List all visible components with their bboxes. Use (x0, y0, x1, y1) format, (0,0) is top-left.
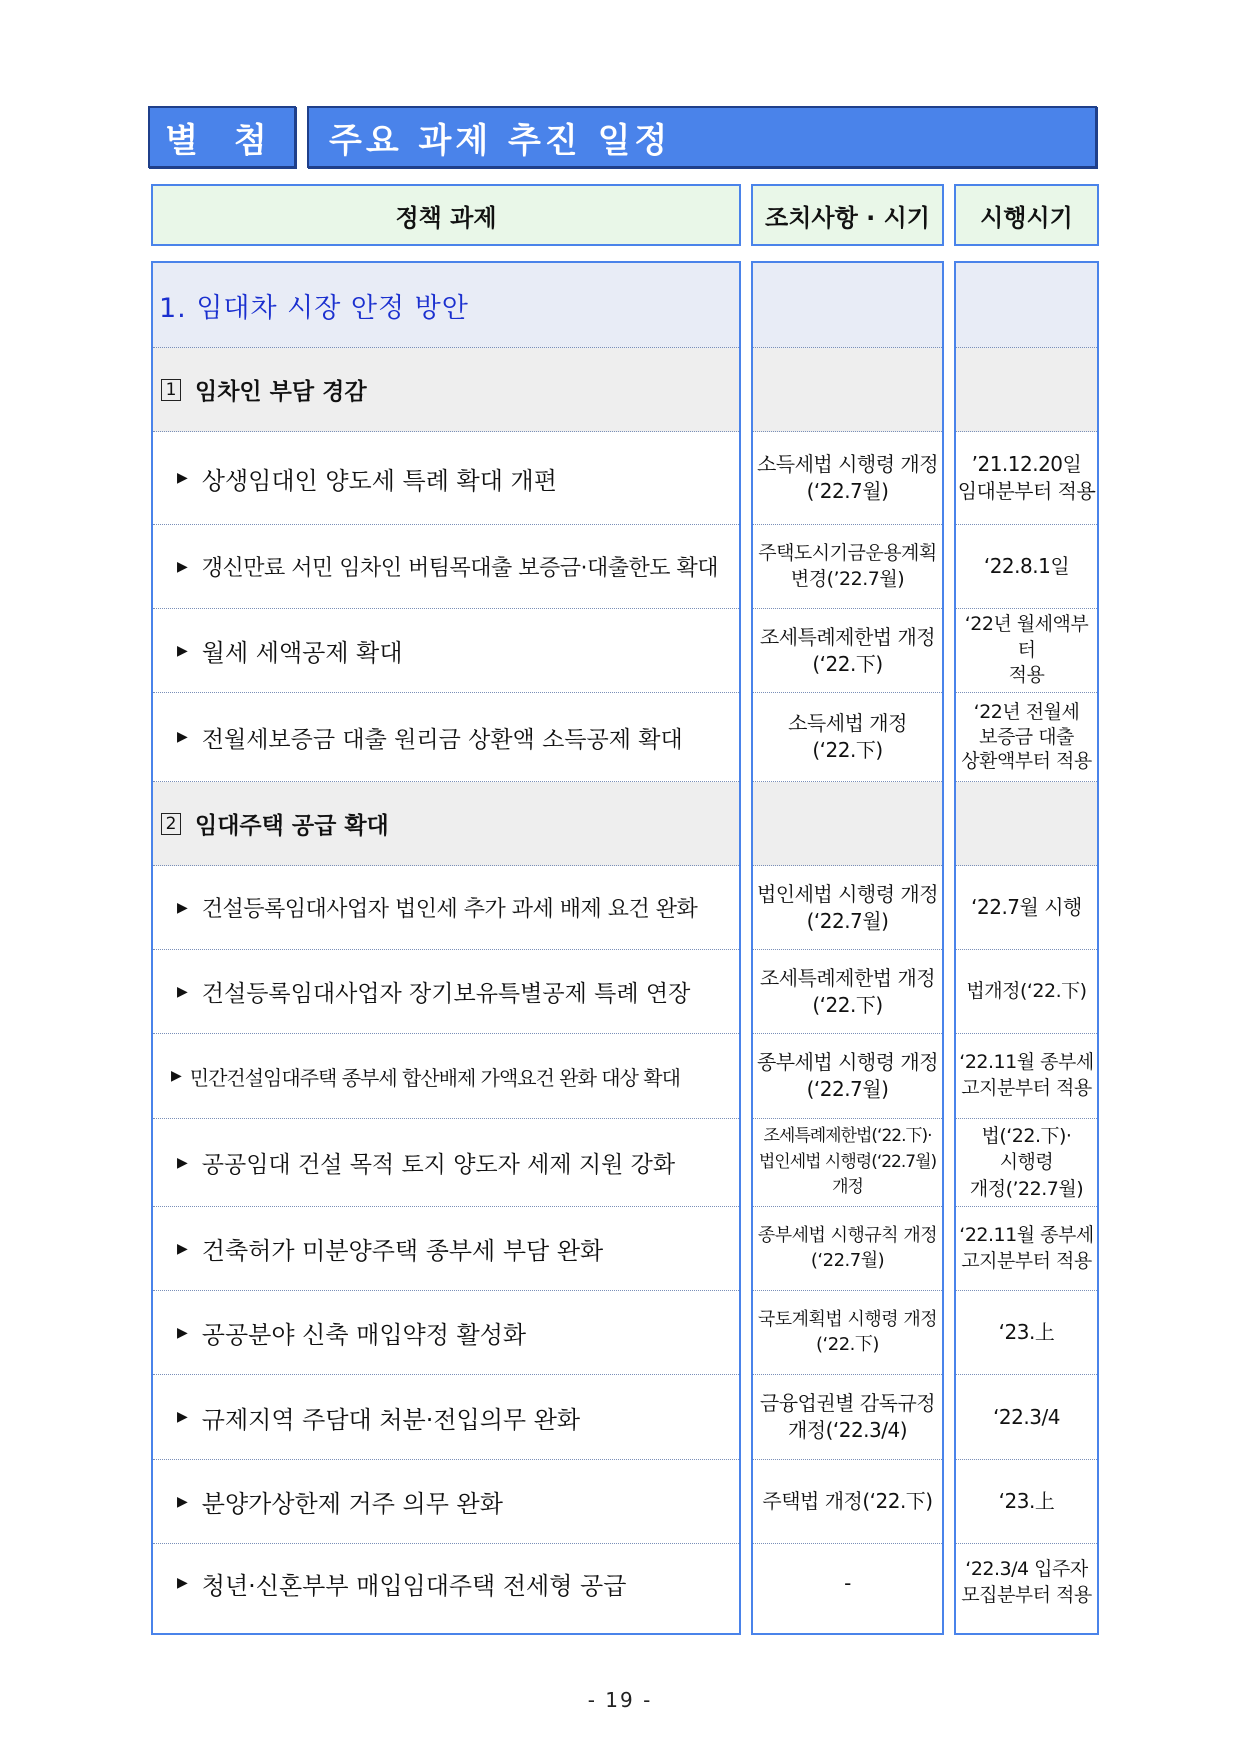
effective-cell: ‘23.上 (956, 1291, 1097, 1375)
effective-cell: ‘22.7월 시행 (956, 866, 1097, 950)
effective-cell: ’21.12.20일 임대분부터 적용 (956, 432, 1097, 525)
subsection-row (153, 348, 739, 432)
triangle-bullet-icon: ▶ (177, 1324, 188, 1341)
task-text: 상생임대인 양도세 특례 확대 개편 (201, 466, 557, 495)
effective-cell: ‘22년 월세액부터 적용 (956, 609, 1097, 693)
page-number: - 19 - (587, 1688, 653, 1712)
column-header-action-label: 조치사항 · 시기 (765, 203, 930, 232)
triangle-bullet-icon: ▶ (177, 983, 188, 1000)
subsection-row (956, 348, 1097, 432)
effective-cell: ‘23.上 (956, 1460, 1097, 1544)
effective-column (954, 261, 1099, 1635)
table-row (153, 693, 739, 782)
table-row (153, 866, 739, 950)
triangle-bullet-icon: ▶ (177, 1240, 188, 1257)
attachment-tag-label: 별 첨 (165, 120, 279, 161)
task-text: 건설등록임대사업자 장기보유특별공제 특례 연장 (201, 981, 691, 1007)
action-cell: 종부세법 시행규칙 개정 (‘22.7월) (753, 1207, 942, 1291)
column-header-action (751, 184, 944, 246)
triangle-bullet-icon: ▶ (177, 729, 188, 745)
task-text: 갱신만료 서민 임차인 버팀목대출 보증금·대출한도 확대 (201, 556, 719, 581)
column-header-effective (954, 184, 1099, 246)
task-text: 건축허가 미분양주택 종부세 부담 완화 (201, 1237, 604, 1265)
table-row (153, 1544, 739, 1622)
page-title (307, 106, 1097, 168)
column-header-policy (151, 184, 741, 246)
effective-cell: ‘22.3/4 (956, 1375, 1097, 1460)
subsection-row (753, 782, 942, 866)
effective-cell: ‘22년 전월세 보증금 대출 상환액부터 적용 (956, 693, 1097, 782)
action-cell: 조세특례제한법 개정 (‘22.下) (753, 609, 942, 693)
column-header-effective-label: 시행시기 (980, 203, 1073, 232)
task-text: 분양가상한제 거주 의무 완화 (201, 1490, 503, 1518)
effective-cell: ‘22.11월 종부세 고지분부터 적용 (956, 1034, 1097, 1119)
table-row (153, 525, 739, 609)
table-row (153, 1460, 739, 1544)
action-cell: 법인세법 시행령 개정 (‘22.7월) (753, 866, 942, 950)
task-text: 청년·신혼부부 매입임대주택 전세형 공급 (201, 1571, 627, 1600)
action-cell: - (844, 1570, 851, 1595)
triangle-bullet-icon: ▶ (177, 470, 188, 486)
table-row (153, 1291, 739, 1375)
table-row (153, 1119, 739, 1207)
table-row (153, 950, 739, 1034)
task-text: 월세 세액공제 확대 (201, 639, 403, 667)
task-text: 전월세보증금 대출 원리금 상환액 소득공제 확대 (201, 726, 683, 753)
table-row (153, 432, 739, 525)
subsection-title: 임대주택 공급 확대 (195, 813, 389, 839)
effective-cell: 법개정(‘22.下) (956, 950, 1097, 1034)
effective-cell: ‘22.3/4 입주자 모집분부터 적용 (961, 1558, 1092, 1606)
effective-cell: 법(‘22.下)· 시행령 개정(’22.7월) (956, 1119, 1097, 1207)
action-cell: 금융업권별 감독규정 개정(‘22.3/4) (753, 1375, 942, 1460)
triangle-bullet-icon: ▶ (177, 1493, 188, 1510)
task-text: 공공임대 건설 목적 토지 양도자 세제 지원 강화 (201, 1152, 676, 1178)
task-text: 민간건설임대주택 종부세 합산배제 가액요건 완화 대상 확대 (189, 1065, 680, 1090)
action-cell: 주택도시기금운용계획 변경(’22.7월) (753, 525, 942, 609)
policy-column (151, 261, 741, 1635)
table-row (153, 1207, 739, 1291)
action-cell: 조세특례제한법(‘22.下)· 법인세법 시행령(‘22.7월) 개정 (753, 1119, 942, 1207)
triangle-bullet-icon: ▶ (177, 642, 188, 659)
subsection-number-box: 1 (161, 379, 181, 401)
task-text: 공공분야 신축 매입약정 활성화 (201, 1321, 527, 1349)
action-cell: 주택법 개정(‘22.下) (753, 1460, 942, 1544)
action-cell: 조세특례제한법 개정 (‘22.下) (753, 950, 942, 1034)
page-title-label: 주요 과제 추진 일정 (329, 120, 672, 161)
action-cell: 소득세법 시행령 개정 (‘22.7월) (753, 432, 942, 525)
section-title-row (753, 263, 942, 348)
triangle-bullet-icon: ▶ (177, 558, 188, 575)
section-title-row (956, 263, 1097, 348)
effective-cell: ‘22.8.1일 (956, 525, 1097, 609)
subsection-number-box: 2 (161, 813, 181, 835)
subsection-title: 임차인 부담 경감 (195, 379, 367, 405)
table-row (153, 1034, 739, 1119)
action-cell: 종부세법 시행령 개정 (‘22.7월) (753, 1034, 942, 1119)
section-title-row (153, 263, 739, 348)
action-cell: 국토계획법 시행령 개정 (‘22.下) (753, 1291, 942, 1375)
column-header-policy-label: 정책 과제 (395, 203, 497, 232)
action-cell: 소득세법 개정 (‘22.下) (753, 693, 942, 782)
triangle-bullet-icon: ▶ (177, 1575, 188, 1591)
subsection-row (753, 348, 942, 432)
triangle-bullet-icon: ▶ (171, 1068, 182, 1084)
attachment-tag (148, 106, 296, 168)
triangle-bullet-icon: ▶ (177, 1409, 188, 1425)
table-row (153, 609, 739, 693)
subsection-row (956, 782, 1097, 866)
effective-cell: ‘22.11월 종부세 고지분부터 적용 (956, 1207, 1097, 1291)
subsection-row (153, 782, 739, 866)
task-text: 건설등록임대사업자 법인세 추가 과세 배제 요건 완화 (201, 897, 698, 922)
action-column (751, 261, 944, 1635)
triangle-bullet-icon: ▶ (177, 899, 188, 916)
section-title: 1. 임대차 시장 안정 방안 (159, 292, 469, 324)
task-text: 규제지역 주담대 처분·전입의무 완화 (201, 1405, 581, 1434)
triangle-bullet-icon: ▶ (177, 1154, 188, 1171)
table-row (153, 1375, 739, 1460)
